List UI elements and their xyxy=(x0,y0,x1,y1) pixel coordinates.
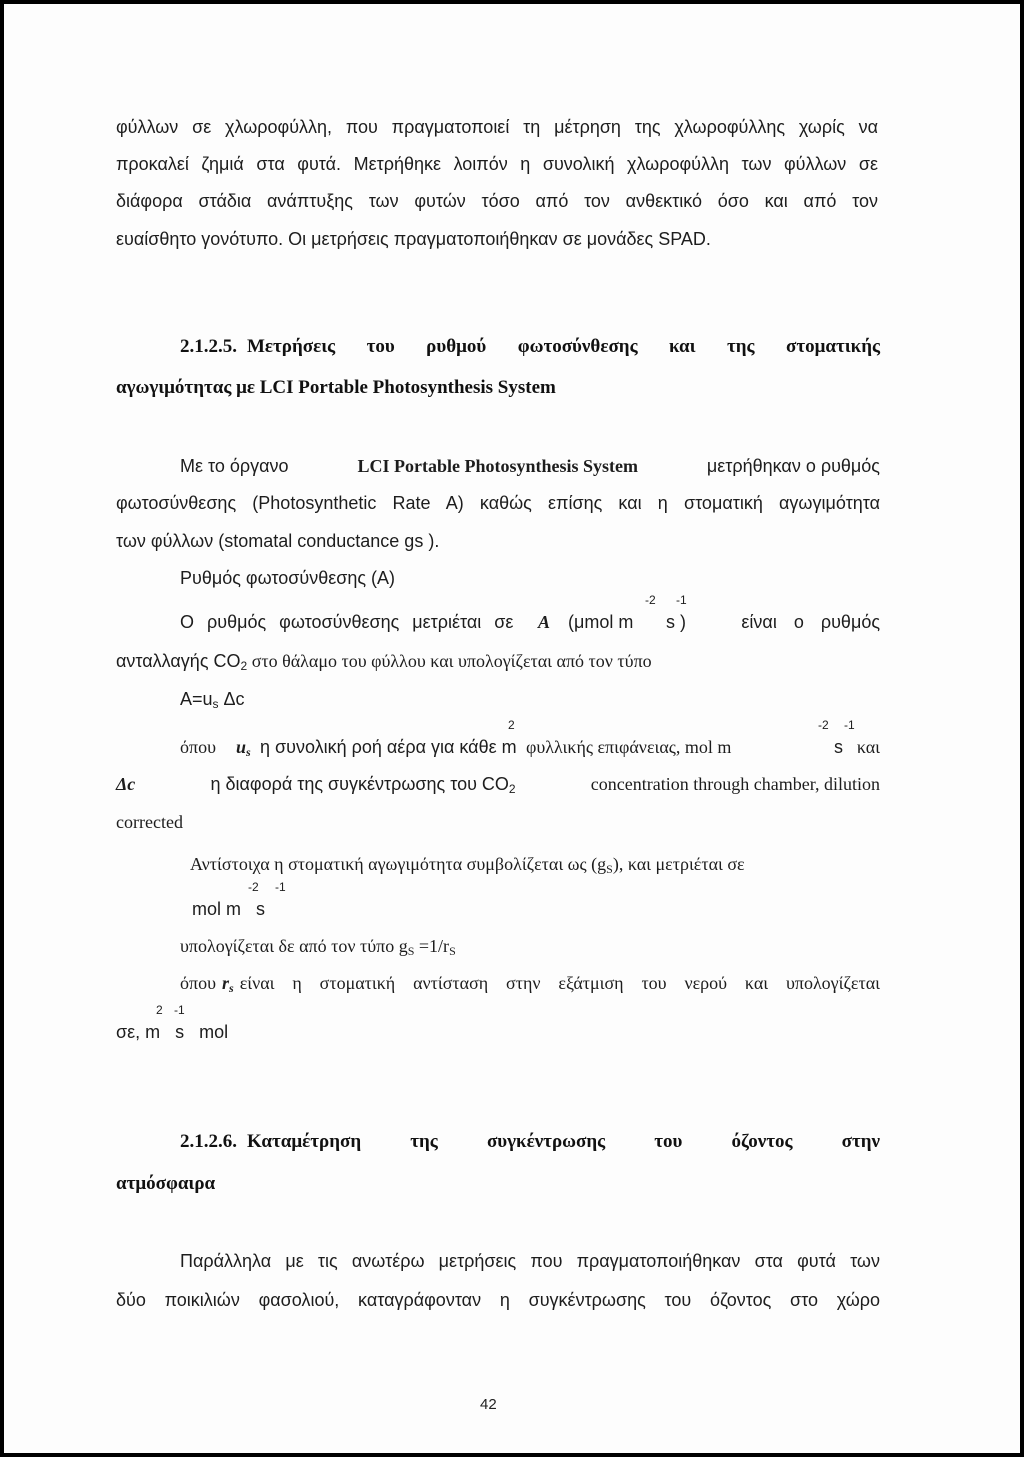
text-run: s ) xyxy=(666,612,686,632)
superscript: -1 xyxy=(174,1003,185,1017)
superscript: -2 xyxy=(248,880,259,894)
symbol-delta-c: Δc xyxy=(116,774,136,794)
section-title-continued: αγωγιμότητας με LCI Portable Photosynthesis System xyxy=(116,377,556,398)
conductance-line xyxy=(190,852,745,876)
subheading-rate: Ρυθμός φωτοσύνθεσης (Α) xyxy=(180,568,396,588)
text-run: φυλλικής επιφάνειας, mol m xyxy=(526,737,732,757)
superscript: 2 xyxy=(508,718,515,732)
paragraph-line: Παράλληλα με τις ανωτέρω μετρήσεις που πραγματοποιήθηκαν στα φυτά των xyxy=(180,1251,880,1271)
definition-us-line xyxy=(180,718,880,759)
formula xyxy=(180,687,245,711)
superscript: -2 xyxy=(818,718,829,732)
text-run: (μmol m xyxy=(568,612,634,632)
subscript: S xyxy=(407,944,415,958)
superscript: -2 xyxy=(645,593,656,607)
rate-definition-line xyxy=(180,593,880,634)
superscript: -1 xyxy=(844,718,855,732)
text-run: ), και μετριέται σε xyxy=(612,854,745,874)
subscript: 2 xyxy=(240,659,248,673)
section-title: Καταμέτρηση της συγκέντρωσης του όζοντος στην xyxy=(247,1131,880,1152)
paragraph-line: των φύλλων (stomatal conductance gs ). xyxy=(116,531,440,551)
section-number: 2.1.2.6. xyxy=(180,1131,237,1152)
paragraph-line xyxy=(116,649,652,673)
subscript: 2 xyxy=(508,782,516,796)
text-run: A=u xyxy=(180,689,213,709)
subscript: s xyxy=(229,981,234,995)
subscript: S xyxy=(449,944,456,958)
paragraph-line: φύλλων σε χλωροφύλλη, που πραγματοποιεί τη μέτρηση της χλωροφύλλης χωρίς να xyxy=(116,117,878,137)
subscript: s xyxy=(212,697,219,711)
text-run: concentration through chamber, dilution xyxy=(590,774,880,794)
text-run: η διαφορά της συγκέντρωσης του CO xyxy=(210,774,509,794)
text-run: στο θάλαμο του φύλλου και υπολογίζεται από τον τύπο xyxy=(247,651,652,671)
section-heading xyxy=(180,1130,880,1154)
document-page xyxy=(4,4,1020,1453)
subscript: s xyxy=(246,745,251,759)
text-run: είναι η στοματική αντίσταση στην εξάτμιση του νερού και υπολογίζεται xyxy=(239,973,880,993)
symbol-u: u xyxy=(236,737,247,757)
superscript: -1 xyxy=(676,593,687,607)
paragraph-line: δύο ποικιλιών φασολιού, καταγράφονταν η συγκέντρωσης του όζοντος στο χώρο xyxy=(116,1290,880,1310)
text-run: mol m s xyxy=(192,899,266,919)
section-number: 2.1.2.5. xyxy=(180,336,237,357)
text-run: =1/r xyxy=(414,936,450,956)
symbol-r: r xyxy=(222,973,230,993)
symbol-A: A xyxy=(538,612,551,632)
paragraph-line: διάφορα στάδια ανάπτυξης των φυτών τόσο από τον ανθεκτικό όσο και από τον xyxy=(116,191,878,211)
text-run: και xyxy=(856,737,880,757)
definition-delta-line xyxy=(116,772,880,796)
conductance-formula xyxy=(180,934,456,958)
paragraph-line: ευαίσθητο γονότυπο. Οι μετρήσεις πραγματοποιήθηκαν σε μονάδες SPAD. xyxy=(116,229,711,249)
paragraph-line: προκαλεί ζημιά στα φυτά. Μετρήθηκε λοιπόν η συνολική χλωροφύλλη των φύλλων σε xyxy=(116,154,878,174)
text-run: μετρήθηκαν ο ρυθμός xyxy=(706,456,880,476)
instrument-name: LCI Portable Photosynthesis System xyxy=(357,456,638,476)
text-run: Δc xyxy=(218,689,245,709)
paragraph-line xyxy=(180,454,880,478)
page-number: 42 xyxy=(480,1396,497,1413)
text-run: σε, m s mol xyxy=(116,1022,229,1042)
text-run: s xyxy=(834,737,843,757)
text-run: υπολογίζεται δε από τον τύπο g xyxy=(180,936,408,956)
text-run: όπου xyxy=(180,973,216,993)
text-run: η συνολική ροή αέρα για κάθε m xyxy=(260,737,517,757)
superscript: -1 xyxy=(275,880,286,894)
subscript: S xyxy=(606,862,613,876)
unit-line xyxy=(116,1003,276,1044)
text-run: Με το όργανο xyxy=(180,456,289,476)
superscript: 2 xyxy=(156,1003,163,1017)
section-title: Μετρήσεις του ρυθμού φωτοσύνθεσης και της στοματικής xyxy=(247,336,880,357)
resistance-line xyxy=(180,971,880,995)
text-run: είναι ο ρυθμός xyxy=(741,612,880,632)
section-heading xyxy=(180,335,880,359)
text-run: Αντίστοιχα η στοματική αγωγιμότητα συμβολίζεται ως (g xyxy=(190,854,607,874)
text-run: όπου xyxy=(180,737,216,757)
section-title-continued: ατμόσφαιρα xyxy=(116,1173,216,1194)
paragraph-line: φωτοσύνθεσης (Photosynthetic Rate A) καθώς επίσης και η στοματική αγωγιμότητα xyxy=(116,493,880,513)
text-run: ανταλλαγής CO xyxy=(116,651,241,671)
paragraph-line: corrected xyxy=(116,812,183,832)
unit-line xyxy=(192,880,332,921)
text-run: Ο ρυθμός φωτοσύνθεσης μετριέται σε xyxy=(180,612,514,632)
